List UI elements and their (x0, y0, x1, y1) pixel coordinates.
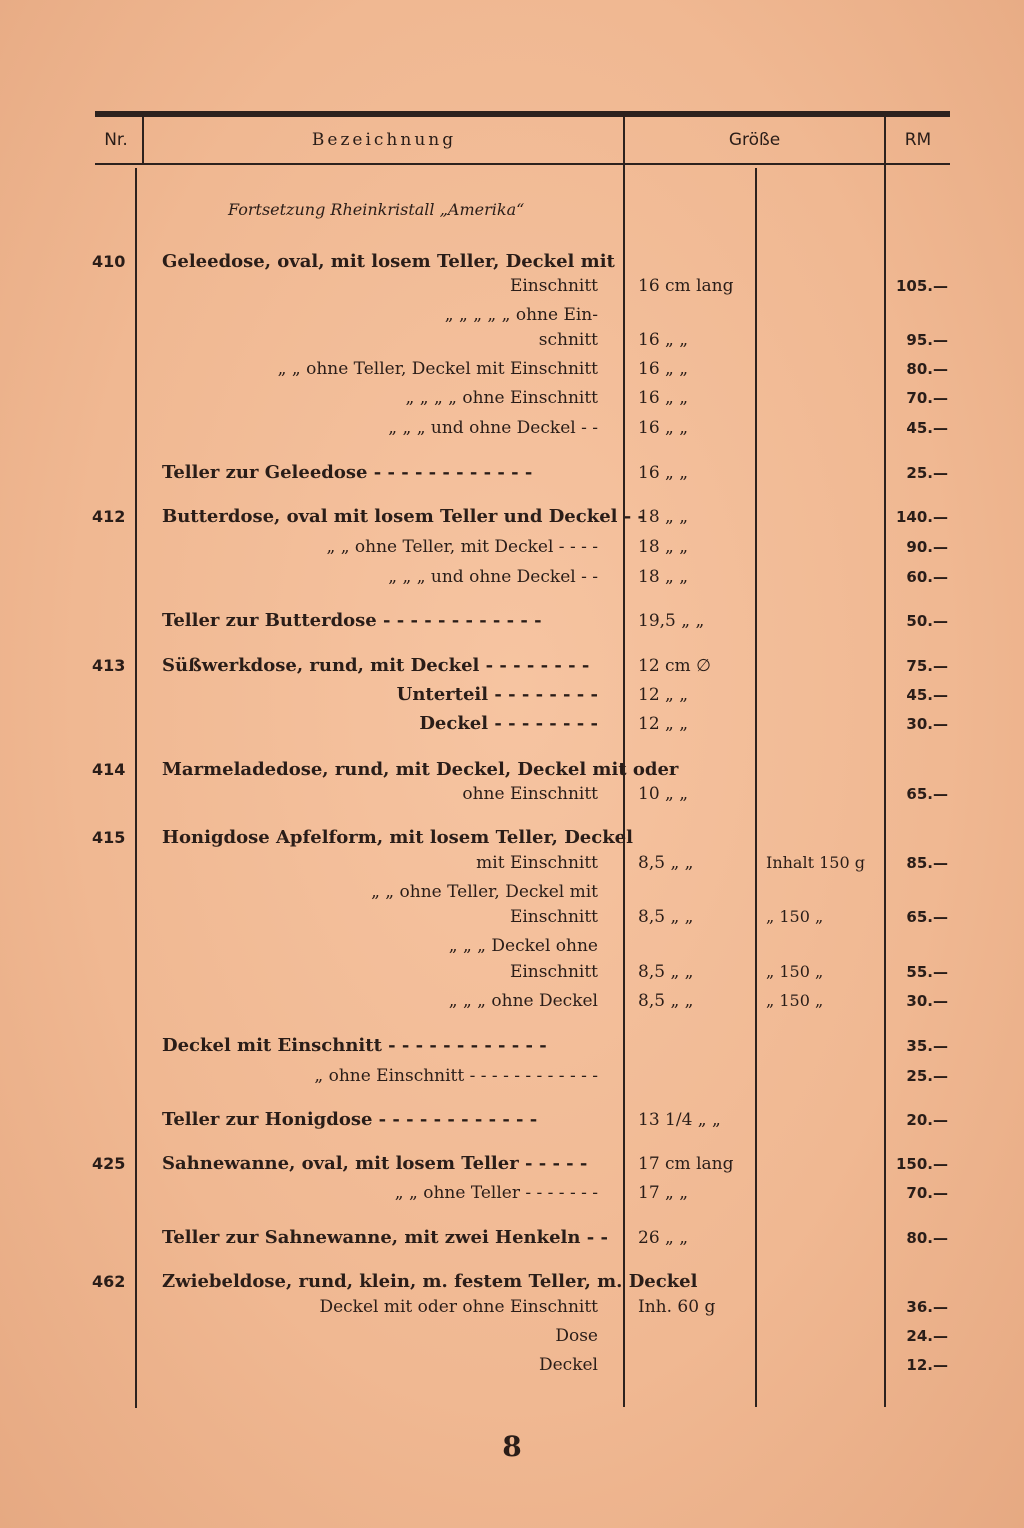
item-number: 410 (92, 252, 126, 271)
section-subtitle: Fortsetzung Rheinkristall „Amerika“ (228, 200, 525, 219)
item-price: 65.— (906, 908, 948, 926)
item-content: „ 150 „ (766, 907, 824, 926)
item-description: Butterdose, oval mit losem Teller und Deckel - - (162, 506, 645, 527)
item-description: „ „ „ ohne Deckel (448, 991, 598, 1011)
item-size: 13 1/4 „ „ (638, 1110, 721, 1130)
item-price: 85.— (906, 854, 948, 872)
item-price: 90.— (906, 538, 948, 556)
item-price: 30.— (906, 715, 948, 733)
item-description: „ „ „ „ „ ohne Ein- (444, 305, 598, 325)
item-size: 12 „ „ (638, 714, 689, 734)
item-description: Sahnewanne, oval, mit losem Teller - - - - - (162, 1153, 588, 1174)
item-size: 8,5 „ „ (638, 853, 694, 873)
column-divider-inhalt (755, 168, 757, 1407)
item-description: Süßwerkdose, rund, mit Deckel - - - - - - - - (162, 655, 590, 676)
page-number: 8 (502, 1430, 522, 1463)
item-description: Teller zur Honigdose - - - - - - - - - - - - (162, 1109, 538, 1130)
item-size: 16 „ „ (638, 418, 689, 438)
header-nr: Nr. (104, 130, 128, 150)
item-size: 18 „ „ (638, 507, 689, 527)
header-rule (95, 163, 950, 165)
item-content: „ 150 „ (766, 962, 824, 981)
item-number: 425 (92, 1154, 126, 1173)
item-description: mit Einschnitt (476, 853, 598, 873)
item-size: Inh. 60 g (638, 1297, 716, 1317)
item-size: 8,5 „ „ (638, 962, 694, 982)
column-divider-nr (142, 117, 144, 163)
item-size: 18 „ „ (638, 537, 689, 557)
item-size: 8,5 „ „ (638, 991, 694, 1011)
item-description: „ „ „ und ohne Deckel - - (388, 567, 598, 587)
item-price: 24.— (906, 1327, 948, 1345)
item-description: Marmeladedose, rund, mit Deckel, Deckel mit oder (162, 759, 679, 780)
item-price: 50.— (906, 612, 948, 630)
column-divider-rm (884, 117, 886, 1407)
item-description: „ „ ohne Teller, Deckel mit Einschnitt (277, 359, 598, 379)
item-description: Teller zur Sahnewanne, mit zwei Henkeln - - (162, 1227, 608, 1248)
item-content: „ 150 „ (766, 991, 824, 1010)
item-description: Deckel - - - - - - - - (419, 713, 598, 734)
item-price: 140.— (895, 508, 948, 526)
item-size: 16 „ „ (638, 463, 689, 483)
item-description: schnitt (538, 330, 598, 350)
item-description: Einschnitt (509, 962, 598, 982)
header-rm: RM (904, 130, 932, 150)
item-size: 17 cm lang (638, 1154, 734, 1174)
item-size: 16 „ „ (638, 388, 689, 408)
item-size: 19,5 „ „ (638, 611, 705, 631)
item-price: 70.— (906, 1184, 948, 1202)
item-price: 12.— (906, 1356, 948, 1374)
item-number: 462 (92, 1272, 126, 1291)
item-number: 415 (92, 828, 126, 847)
item-size: 16 „ „ (638, 330, 689, 350)
item-price: 65.— (906, 785, 948, 803)
item-description: Deckel mit Einschnitt - - - - - - - - - - - - (162, 1035, 547, 1056)
item-description: „ „ ohne Teller - - - - - - - (394, 1183, 598, 1203)
item-price: 45.— (906, 686, 948, 704)
item-description: „ „ ohne Teller, Deckel mit (371, 882, 598, 902)
item-price: 75.— (906, 657, 948, 675)
item-price: 80.— (906, 1229, 948, 1247)
item-number: 414 (92, 760, 126, 779)
item-price: 70.— (906, 389, 948, 407)
header-groesse: Größe (728, 130, 781, 150)
top-rule (95, 111, 950, 117)
item-description: Dose (555, 1326, 598, 1346)
item-price: 60.— (906, 568, 948, 586)
item-price: 25.— (906, 1067, 948, 1085)
item-description: Zwiebeldose, rund, klein, m. festem Teller, m. Deckel (162, 1271, 698, 1292)
item-price: 55.— (906, 963, 948, 981)
item-description: „ ohne Einschnitt - - - - - - - - - - - - (314, 1066, 598, 1086)
item-price: 45.— (906, 419, 948, 437)
item-description: Einschnitt (509, 907, 598, 927)
item-description: Teller zur Geleedose - - - - - - - - - - - - (162, 462, 533, 483)
item-description: Deckel mit oder ohne Einschnitt (319, 1297, 598, 1317)
item-price: 30.— (906, 992, 948, 1010)
item-size: 10 „ „ (638, 784, 689, 804)
item-description: Teller zur Butterdose - - - - - - - - - - - - (162, 610, 542, 631)
item-size: 16 „ „ (638, 359, 689, 379)
item-content: Inhalt 150 g (766, 853, 865, 872)
item-description: „ „ „ Deckel ohne (448, 936, 598, 956)
item-description: Deckel (538, 1355, 598, 1375)
item-price: 105.— (895, 277, 948, 295)
item-price: 36.— (906, 1298, 948, 1316)
item-description: Einschnitt (509, 276, 598, 296)
item-size: 18 „ „ (638, 567, 689, 587)
item-price: 150.— (895, 1155, 948, 1173)
item-size: 12 cm ∅ (638, 656, 711, 676)
item-price: 80.— (906, 360, 948, 378)
item-size: 12 „ „ (638, 685, 689, 705)
item-price: 20.— (906, 1111, 948, 1129)
item-description: „ „ ohne Teller, mit Deckel - - - - (326, 537, 598, 557)
item-description: „ „ „ und ohne Deckel - - (388, 418, 598, 438)
item-description: Honigdose Apfelform, mit losem Teller, Deckel (162, 827, 633, 848)
header-bezeichnung: Bezeichnung (311, 130, 457, 150)
column-divider-nr-body (135, 168, 137, 1408)
item-description: ohne Einschnitt (462, 784, 598, 804)
item-size: 26 „ „ (638, 1228, 689, 1248)
item-description: Geleedose, oval, mit losem Teller, Deckel mit (162, 251, 615, 272)
item-price: 95.— (906, 331, 948, 349)
item-size: 17 „ „ (638, 1183, 689, 1203)
item-description: „ „ „ „ ohne Einschnitt (405, 388, 598, 408)
item-number: 412 (92, 507, 126, 526)
item-description: Unterteil - - - - - - - - (396, 684, 598, 705)
item-price: 25.— (906, 464, 948, 482)
item-size: 8,5 „ „ (638, 907, 694, 927)
item-price: 35.— (906, 1037, 948, 1055)
item-number: 413 (92, 656, 126, 675)
item-size: 16 cm lang (638, 276, 734, 296)
